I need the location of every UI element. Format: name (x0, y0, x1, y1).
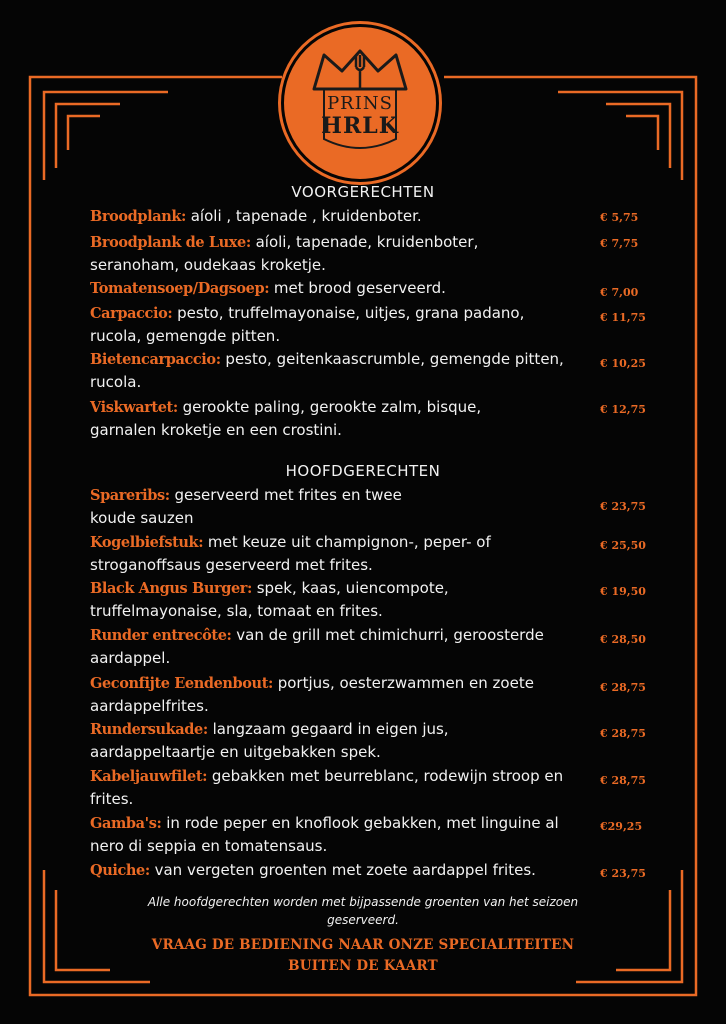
menu-item (90, 812, 590, 858)
dish-description: gerookte paling, gerookte zalm, bisque, (177, 398, 482, 416)
menu-item (90, 484, 590, 530)
menu-item (90, 624, 590, 670)
dish-description: seranoham, oudekaas kroketje. (90, 256, 326, 274)
logo-text-top: PRINS (327, 93, 393, 114)
dish-description: aíoli, tapenade, kruidenboter, (250, 233, 479, 251)
shield-outline (284, 27, 436, 179)
dish-name: Rundersukade: (90, 721, 208, 738)
dish-description: in rode peper en knoflook gebakken, met linguine al (161, 814, 559, 832)
dish-description: garnalen kroketje en een crostini. (90, 421, 342, 439)
dish-price: € 10,25 (600, 357, 646, 370)
dish-description: koude sauzen (90, 509, 194, 527)
dish-description: aíoli , tapenade , kruidenboter. (185, 207, 422, 225)
dish-description: langzaam gegaard in eigen jus, (207, 720, 449, 738)
dish-price: € 7,75 (600, 237, 639, 250)
section-title-hoofdgerechten: HOOFDGERECHTEN (285, 462, 441, 480)
menu-item (90, 718, 590, 764)
dish-price: € 28,75 (600, 727, 646, 740)
dish-name: Tomatensoep/Dagsoep: (90, 280, 270, 297)
dish-price: € 28,50 (600, 633, 646, 646)
dish-name: Broodplank de Luxe: (90, 234, 251, 251)
logo-text-bottom: HRLK (321, 113, 399, 139)
menu-item (90, 396, 590, 442)
dish-description: van de grill met chimichurri, geroosterde (231, 626, 544, 644)
section-title-voorgerechten: VOORGERECHTEN (291, 183, 435, 201)
specialties-callout (100, 935, 626, 977)
dish-description: pesto, geitenkaascrumble, gemengde pitten, (220, 350, 564, 368)
dish-price: € 23,75 (600, 500, 646, 513)
menu-item (90, 302, 590, 348)
specialties-line-1: VRAAG DE BEDIENING NAAR ONZE SPECIALITEITEN (151, 937, 575, 953)
dish-name: Geconfijte Eendenbout: (90, 675, 273, 692)
restaurant-logo (281, 24, 439, 182)
dish-description: aardappelfrites. (90, 697, 209, 715)
dish-description: pesto, truffelmayonaise, uitjes, grana padano, (172, 304, 525, 322)
menu-item (90, 672, 590, 718)
dish-description: met brood geserveerd. (269, 279, 446, 297)
dish-price: € 19,50 (600, 585, 646, 598)
dish-name: Broodplank: (90, 208, 186, 225)
dish-description: spek, kaas, uiencompote, (251, 579, 449, 597)
menu-item (90, 231, 590, 277)
dish-price: € 23,75 (600, 867, 646, 880)
menu-item (90, 577, 590, 623)
dish-price: €29,25 (600, 820, 643, 833)
dish-description: geserveerd met frites en twee (169, 486, 402, 504)
dish-description: rucola, gemengde pitten. (90, 327, 281, 345)
dish-description: portjus, oesterzwammen en zoete (272, 674, 534, 692)
dish-price: € 12,75 (600, 403, 646, 416)
dish-description: gebakken met beurreblanc, rodewijn stroop en (207, 767, 564, 785)
dish-description: rucola. (90, 373, 142, 391)
dish-name: Black Angus Burger: (90, 580, 252, 597)
menu-item (90, 348, 590, 394)
dish-name: Bietencarpaccio: (90, 351, 221, 368)
dish-name: Gamba's: (90, 815, 162, 832)
dish-price: € 11,75 (600, 311, 646, 324)
dish-description: nero di seppia en tomatensaus. (90, 837, 328, 855)
dish-name: Quiche: (90, 862, 150, 879)
specialties-line-2: BUITEN DE KAART (288, 958, 438, 974)
dish-description: frites. (90, 790, 134, 808)
menu-item (90, 205, 590, 228)
menu-item (90, 531, 590, 577)
dish-price: € 7,00 (600, 286, 639, 299)
dish-name: Viskwartet: (90, 399, 178, 416)
dish-price: € 28,75 (600, 681, 646, 694)
dish-description: van vergeten groenten met zoete aardappel frites. (149, 861, 536, 879)
dish-name: Runder entrecôte: (90, 627, 232, 644)
dish-price: € 28,75 (600, 774, 646, 787)
dish-description: truffelmayonaise, sla, tomaat en frites. (90, 602, 383, 620)
menu-item (90, 277, 590, 300)
dish-description: aardappel. (90, 649, 171, 667)
menu-item (90, 859, 590, 882)
dish-description: stroganoffsaus geserveerd met frites. (90, 556, 373, 574)
dish-description: aardappeltaartje en uitgebakken spek. (90, 743, 381, 761)
dish-price: € 25,50 (600, 539, 646, 552)
dish-name: Spareribs: (90, 487, 170, 504)
menu-item (90, 765, 590, 811)
dish-description: met keuze uit champignon-, peper- of (203, 533, 491, 551)
dish-name: Kogelbiefstuk: (90, 534, 204, 551)
dish-price: € 5,75 (600, 211, 639, 224)
dish-name: Carpaccio: (90, 305, 173, 322)
dish-name: Kabeljauwfilet: (90, 768, 208, 785)
footnote: Alle hoofdgerechten worden met bijpassende groenten van het seizoen geserveerd. (147, 895, 579, 927)
